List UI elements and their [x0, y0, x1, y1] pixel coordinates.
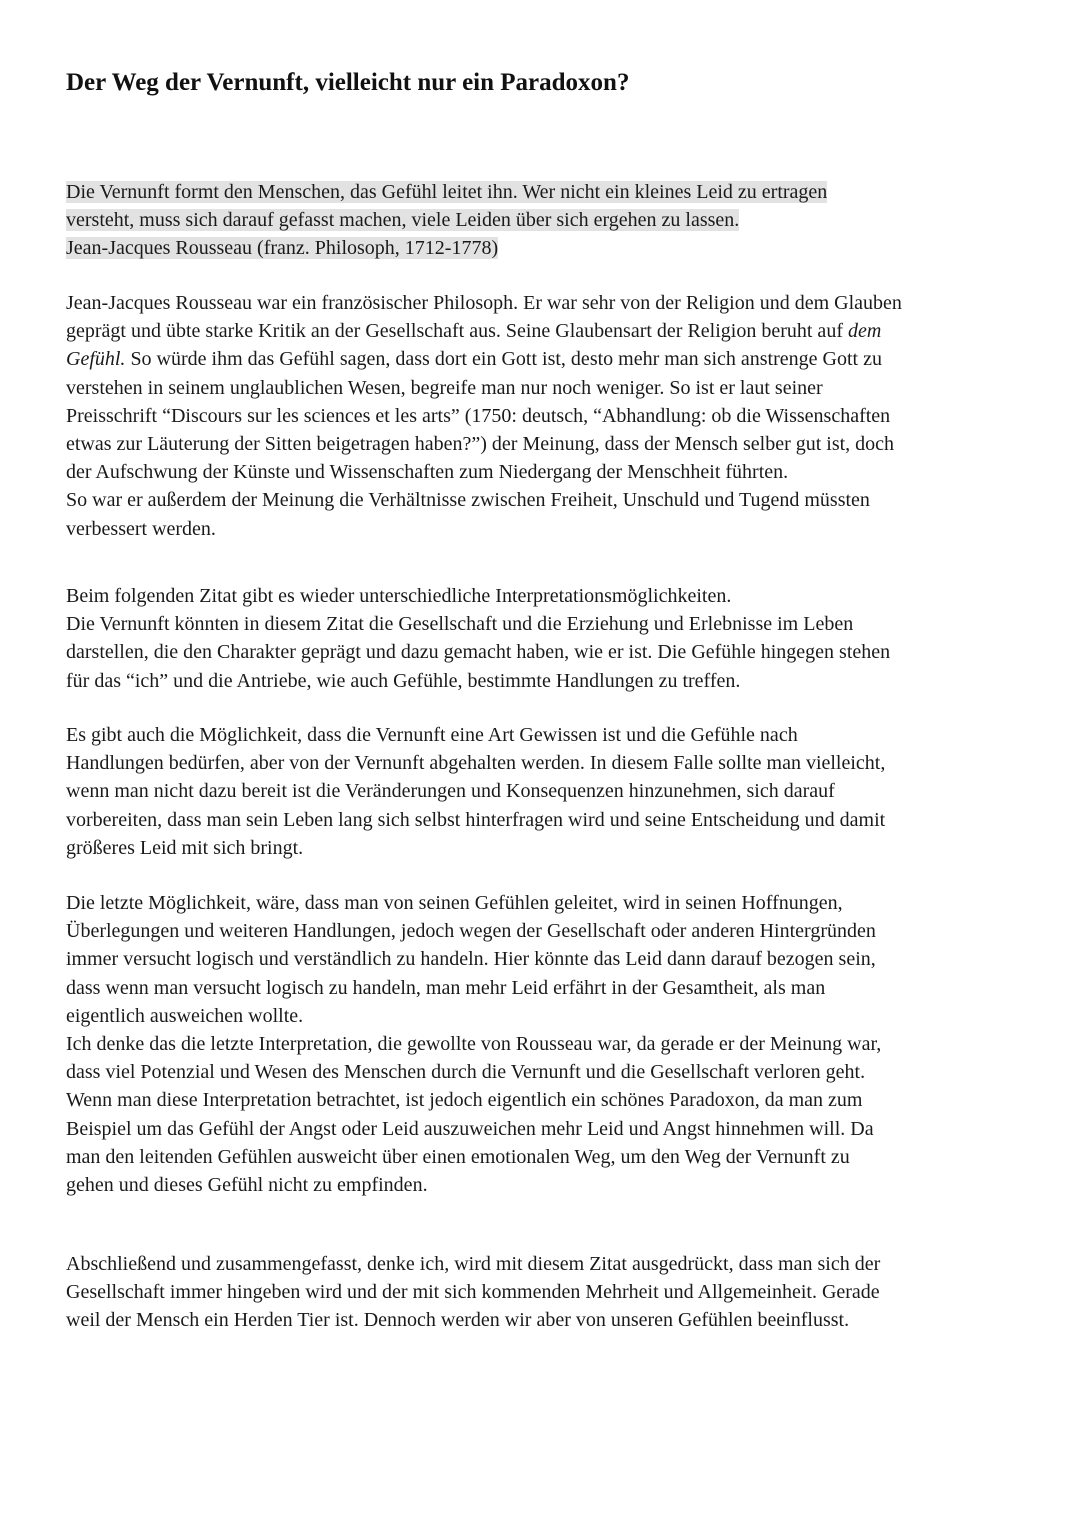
text-line: Die letzte Möglichkeit, wäre, dass man von seinen Gefühlen geleitet, wird in seinen Hoffnungen, — [66, 892, 843, 914]
text-line: dass viel Potenzial und Wesen des Menschen durch die Vernunft und die Gesellschaft verloren geht. — [66, 1061, 866, 1084]
paragraph-interpretations — [66, 582, 1016, 695]
emphasis-text: dem — [847, 320, 882, 343]
quote-line-1: Die Vernunft formt den Menschen, das Gefühl leitet ihn. Wer nicht ein kleines Leid zu ertragen — [66, 181, 828, 203]
text-line: geprägt und übte starke Kritik an der Gesellschaft aus. Seine Glaubensart der Religion beruht auf dem — [66, 320, 882, 343]
paragraph-conscience — [66, 721, 1016, 862]
quote-block — [66, 178, 1016, 263]
text-line: Wenn man diese Interpretation betrachtet, ist jedoch eigentlich ein schönes Paradoxon, da man zum — [66, 1089, 863, 1112]
paragraph-conclusion — [66, 1250, 1016, 1335]
text-line: Es gibt auch die Möglichkeit, dass die Vernunft eine Art Gewissen ist und die Gefühle nach — [66, 724, 798, 746]
text-line: vorbereiten, dass man sein Leben lang sich selbst hinterfragen wird und seine Entscheidung und damit — [66, 808, 886, 831]
text-line: für das “ich” und die Antriebe, wie auch Gefühle, bestimmte Handlungen zu treffen. — [66, 669, 741, 692]
text-line: größeres Leid mit sich bringt. — [66, 836, 304, 859]
text-line: Überlegungen und weiteren Handlungen, jedoch wegen der Gesellschaft oder anderen Hintergründen — [66, 920, 876, 943]
text-line: Abschließend und zusammengefasst, denke ich, wird mit diesem Zitat ausgedrückt, dass man sich der — [66, 1253, 881, 1275]
quote-attribution: Jean-Jacques Rousseau (franz. Philosoph, 1712-1778) — [66, 237, 499, 260]
emphasis-text: Gefühl. — [66, 348, 126, 371]
paragraph-rousseau-intro — [66, 289, 1016, 543]
quote-line-2: versteht, muss sich darauf gefasst machen, viele Leiden über sich ergehen zu lassen. — [66, 209, 740, 232]
text-line: man den leitenden Gefühlen ausweicht über einen emotionalen Weg, um den Weg der Vernunft zu — [66, 1145, 850, 1168]
text-line: eigentlich ausweichen wollte. — [66, 1004, 304, 1027]
text-line: Gesellschaft immer hingeben wird und der mit sich kommenden Mehrheit und Allgemeinheit. Gerade — [66, 1281, 880, 1304]
text-line: Beispiel um das Gefühl der Angst oder Leid auszuweichen mehr Leid und Angst hinnehmen will. Da — [66, 1117, 874, 1140]
text-line: gehen und dieses Gefühl nicht zu empfinden. — [66, 1174, 428, 1197]
text-line: Beim folgenden Zitat gibt es wieder unterschiedliche Interpretationsmöglichkeiten. — [66, 585, 732, 607]
text-line: weil der Mensch ein Herden Tier ist. Dennoch werden wir aber von unseren Gefühlen beeinflusst. — [66, 1309, 850, 1332]
text-line: verbessert werden. — [66, 517, 216, 540]
text-line: Gefühl. So würde ihm das Gefühl sagen, dass dort ein Gott ist, desto mehr man sich anstrenge Gott zu — [66, 348, 882, 371]
text-line: Ich denke das die letzte Interpretation, die gewollte von Rousseau war, da gerade er der Meinung war, — [66, 1033, 882, 1056]
text-line: Preisschrift “Discours sur les sciences et les arts” (1750: deutsch, “Abhandlung: ob die Wissenschaften — [66, 404, 891, 427]
text-line: darstellen, die den Charakter geprägt und dazu gemacht haben, wie er ist. Die Gefühle hingegen stehen — [66, 641, 891, 664]
text-line: wenn man nicht dazu bereit ist die Veränderungen und Konsequenzen hinzunehmen, sich darauf — [66, 780, 835, 803]
text-line: Jean-Jacques Rousseau war ein französischer Philosoph. Er war sehr von der Religion und dem Glauben — [66, 292, 902, 314]
text-line: dass wenn man versucht logisch zu handeln, man mehr Leid erfährt in der Gesamtheit, als man — [66, 976, 826, 999]
text-line: Handlungen bedürfen, aber von der Vernunft abgehalten werden. In diesem Falle sollte man vielleicht, — [66, 752, 886, 775]
text-line: So war er außerdem der Meinung die Verhältnisse zwischen Freiheit, Unschuld und Tugend müssten — [66, 489, 870, 512]
text-line: etwas zur Läuterung der Sitten beigetragen haben?”) der Meinung, dass der Mensch selber gut ist, doch — [66, 433, 895, 456]
text-line: Die Vernunft könnten in diesem Zitat die Gesellschaft und die Erziehung und Erlebnisse im Leben — [66, 613, 854, 636]
paragraph-last-possibility — [66, 889, 1016, 1199]
text-line: immer versucht logisch und verständlich zu handeln. Hier könnte das Leid dann darauf bezogen sein, — [66, 948, 876, 971]
document-title: Der Weg der Vernunft, vielleicht nur ein Paradoxon? — [66, 69, 630, 96]
text-line: der Aufschwung der Künste und Wissenschaften zum Niedergang der Menschheit führten. — [66, 461, 789, 484]
text-line: verstehen in seinem unglaublichen Wesen, begreife man nur noch weniger. So ist er laut seiner — [66, 376, 823, 399]
